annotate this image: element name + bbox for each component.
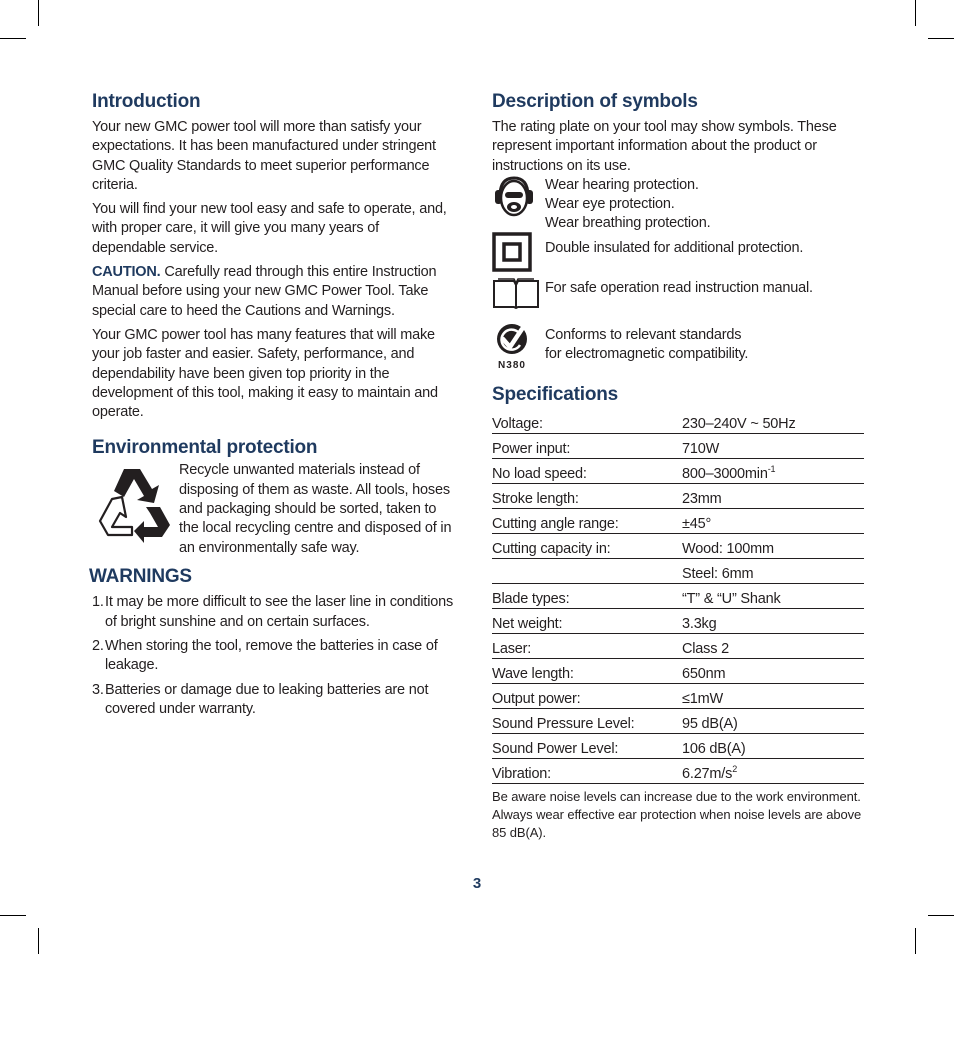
symbol-text: Wear hearing protection. Wear eye protection. Wear breathing protection. <box>545 176 711 232</box>
spec-value <box>682 566 864 582</box>
table-row <box>492 534 864 559</box>
table-row <box>492 509 864 534</box>
environmental-block <box>92 461 454 556</box>
spec-value-text: 650nm <box>682 665 726 682</box>
caution-paragraph <box>92 263 454 321</box>
environmental-heading: Environmental protection <box>92 437 318 459</box>
crop-mark <box>0 38 26 39</box>
symbol-item <box>492 322 864 372</box>
spec-label: Voltage: <box>492 415 543 432</box>
spec-value <box>682 591 864 607</box>
spec-value-text: ≤1mW <box>682 690 723 707</box>
spec-value-superscript: -1 <box>767 464 776 475</box>
caution-label: CAUTION. <box>92 264 161 281</box>
spec-value <box>682 741 864 757</box>
symbol-text: Double insulated for additional protection. <box>545 239 804 256</box>
spec-value <box>682 616 864 632</box>
table-row <box>492 434 864 459</box>
table-row <box>492 634 864 659</box>
table-row <box>492 409 864 434</box>
spec-label: Cutting capacity in: <box>492 540 611 557</box>
environmental-text: Recycle unwanted materials instead of disposing of them as waste. All tools, hoses and packaging should be sorted, taken to the local recycling centre and disposed of in an environmentally safe way. <box>179 462 452 556</box>
spec-label: Blade types: <box>492 590 570 607</box>
specifications-note: Be aware noise levels can increase due to the work environment. Always wear effective ear protection when noise levels are above 85 dB(A). <box>492 788 862 840</box>
spec-value-text: 95 dB(A) <box>682 715 738 732</box>
spec-value-text: 106 dB(A) <box>682 740 746 757</box>
table-row <box>492 759 864 784</box>
spec-label: Stroke length: <box>492 490 579 507</box>
spec-value-text: ±45° <box>682 515 712 532</box>
manual-book-icon <box>492 277 540 309</box>
spec-label: Wave length: <box>492 665 574 682</box>
spec-value <box>682 441 864 457</box>
symbol-item <box>492 232 864 277</box>
c-tick-badge: N380 <box>498 359 526 370</box>
crop-mark <box>915 928 916 954</box>
caution-text: Carefully read through this entire Instruction Manual before using your new GMC Power Tool. Take special care to heed the Cautions and Warnings. <box>92 264 437 319</box>
spec-label: Power input: <box>492 440 571 457</box>
list-item: 1. It may be more difficult to see the laser line in conditions of bright sunshine and on certain surfaces. <box>92 594 454 630</box>
crop-mark <box>38 0 39 26</box>
double-insulated-icon <box>492 232 532 272</box>
spec-label: Output power: <box>492 690 581 707</box>
spec-label: Vibration: <box>492 765 551 782</box>
spec-value <box>682 541 864 557</box>
spec-label: Laser: <box>492 640 532 657</box>
spec-value-text: 3.3kg <box>682 615 717 632</box>
symbol-text: Conforms to relevant standards for electromagnetic compatibility. <box>545 326 749 363</box>
crop-mark <box>928 915 954 916</box>
list-item: 3. Batteries or damage due to leaking batteries are not covered under warranty. <box>92 681 429 717</box>
crop-mark <box>928 38 954 39</box>
spec-value-superscript: 2 <box>732 764 737 775</box>
table-row <box>492 559 864 584</box>
spec-value-text: 6.27m/s <box>682 765 733 782</box>
symbols-heading: Description of symbols <box>492 91 698 112</box>
warnings-list <box>92 593 454 719</box>
crop-mark <box>915 0 916 26</box>
page-number: 3 <box>472 875 482 892</box>
symbol-item <box>492 277 864 322</box>
warnings-heading: WARNINGS <box>89 566 192 588</box>
spec-label: Net weight: <box>492 615 563 632</box>
spec-value-text: 230–240V ~ 50Hz <box>682 415 796 432</box>
spec-value <box>682 691 864 707</box>
table-row <box>492 684 864 709</box>
spec-value-text: Wood: 100mm <box>682 540 774 557</box>
table-row <box>492 609 864 634</box>
introduction-paragraph: You will find your new tool easy and safe to operate, and, with proper care, it will give you many years of dependable service. <box>92 201 447 256</box>
spec-label: Cutting angle range: <box>492 515 619 532</box>
left-column <box>89 90 454 724</box>
ppe-head-icon <box>492 174 536 222</box>
spec-value-text: 23mm <box>682 490 722 507</box>
introduction-heading: Introduction <box>92 91 201 112</box>
specifications-heading: Specifications <box>492 383 619 405</box>
crop-mark <box>0 915 26 916</box>
recycle-icon <box>94 463 174 543</box>
spec-value-text: Class 2 <box>682 640 729 657</box>
spec-value-text: Steel: 6mm <box>682 565 754 582</box>
spec-label: Sound Power Level: <box>492 740 619 757</box>
spec-value <box>682 416 864 432</box>
spec-value-text: 710W <box>682 440 720 457</box>
crop-mark <box>38 928 39 954</box>
symbols-intro: The rating plate on your tool may show symbols. These represent important information about the product or instructions on its use. <box>492 119 837 174</box>
spec-value <box>682 491 864 507</box>
c-tick-icon <box>492 322 532 370</box>
spec-value-text: 800–3000min <box>682 465 768 482</box>
list-item: 2. When storing the tool, remove the batteries in case of leakage. <box>92 638 438 674</box>
spec-value <box>682 641 864 657</box>
table-row <box>492 459 864 484</box>
spec-value <box>682 666 864 682</box>
introduction-paragraph: Your new GMC power tool will more than satisfy your expectations. It has been manufactured under stringent GMC Quality Standards to meet superior performance criteria. <box>92 119 436 193</box>
spec-label: Sound Pressure Level: <box>492 715 635 732</box>
symbol-item <box>492 176 864 236</box>
table-row <box>492 584 864 609</box>
spec-value-text: “T” & “U” Shank <box>682 590 781 607</box>
spec-value <box>682 764 864 782</box>
table-row <box>492 484 864 509</box>
specifications-table <box>492 409 864 784</box>
symbol-text: For safe operation read instruction manual. <box>545 279 813 296</box>
spec-value <box>682 716 864 732</box>
right-column <box>492 90 864 842</box>
table-row <box>492 709 864 734</box>
table-row <box>492 734 864 759</box>
introduction-paragraph: Your GMC power tool has many features that will make your job faster and easier. Safety, performance, and dependability have been given top priority in the development of this tool, making it easy to maintain and operate. <box>92 326 438 421</box>
spec-value <box>682 516 864 532</box>
table-row <box>492 659 864 684</box>
spec-value <box>682 464 864 482</box>
spec-label: No load speed: <box>492 465 587 482</box>
